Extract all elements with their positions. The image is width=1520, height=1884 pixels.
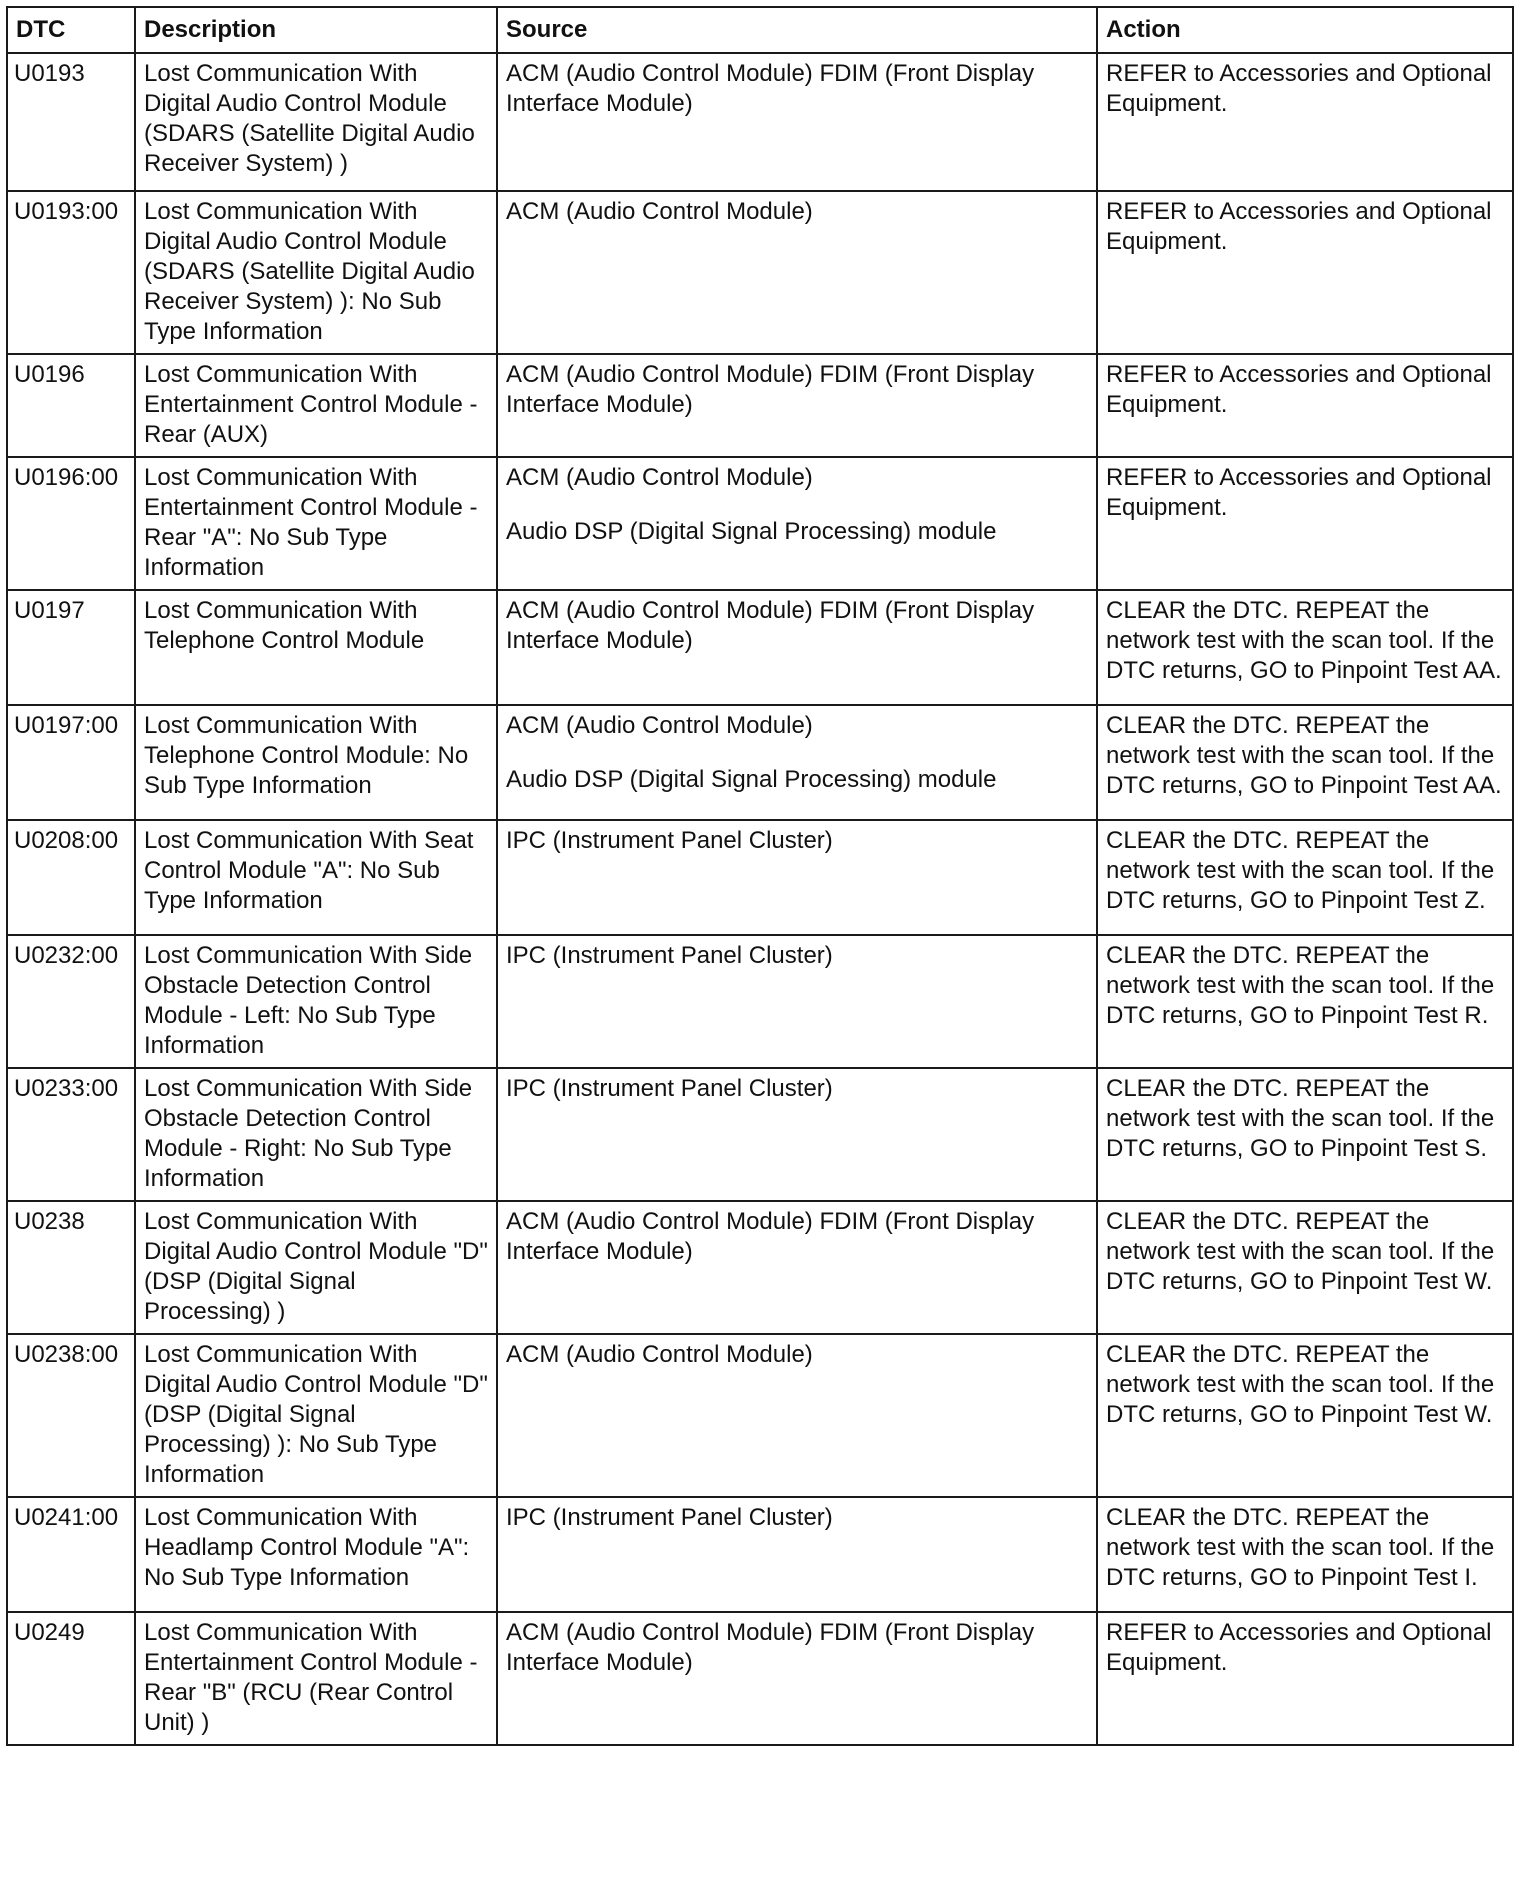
cell-source bbox=[497, 1612, 1097, 1745]
cell-dtc: U0241:00 bbox=[7, 1497, 135, 1612]
cell-dtc: U0193:00 bbox=[7, 191, 135, 354]
source-line: ACM (Audio Control Module) FDIM (Front Display Interface Module) bbox=[506, 1208, 1035, 1265]
cell-dtc: U0249 bbox=[7, 1612, 135, 1745]
source-line: ACM (Audio Control Module) bbox=[506, 712, 813, 739]
cell-action: CLEAR the DTC. REPEAT the network test with the scan tool. If the DTC returns, GO to Pinpoint Test W. bbox=[1097, 1334, 1513, 1497]
header-action: Action bbox=[1097, 7, 1513, 53]
cell-source bbox=[497, 191, 1097, 354]
cell-source bbox=[497, 1334, 1097, 1497]
cell-action: CLEAR the DTC. REPEAT the network test with the scan tool. If the DTC returns, GO to Pinpoint Test AA. bbox=[1097, 590, 1513, 705]
cell-dtc: U0193 bbox=[7, 53, 135, 191]
cell-dtc: U0208:00 bbox=[7, 820, 135, 935]
source-line: Audio DSP (Digital Signal Processing) module bbox=[506, 766, 997, 793]
source-line: ACM (Audio Control Module) FDIM (Front Display Interface Module) bbox=[506, 361, 1035, 418]
cell-description: Lost Communication With Telephone Control Module: No Sub Type Information bbox=[135, 705, 497, 820]
source-line: IPC (Instrument Panel Cluster) bbox=[506, 827, 833, 854]
cell-action: CLEAR the DTC. REPEAT the network test with the scan tool. If the DTC returns, GO to Pinpoint Test S. bbox=[1097, 1068, 1513, 1201]
table-row bbox=[7, 457, 1513, 590]
cell-dtc: U0238:00 bbox=[7, 1334, 135, 1497]
cell-source bbox=[497, 1201, 1097, 1334]
cell-description: Lost Communication With Digital Audio Control Module (SDARS (Satellite Digital Audio Receiver System) ) bbox=[135, 53, 497, 191]
cell-source bbox=[497, 705, 1097, 820]
cell-description: Lost Communication With Telephone Control Module bbox=[135, 590, 497, 705]
cell-description: Lost Communication With Headlamp Control Module "A": No Sub Type Information bbox=[135, 1497, 497, 1612]
cell-action: REFER to Accessories and Optional Equipment. bbox=[1097, 354, 1513, 457]
cell-description: Lost Communication With Digital Audio Control Module "D" (DSP (Digital Signal Processing) ): No Sub Type Information bbox=[135, 1334, 497, 1497]
cell-description: Lost Communication With Side Obstacle Detection Control Module - Left: No Sub Type Information bbox=[135, 935, 497, 1068]
cell-description: Lost Communication With Entertainment Control Module - Rear "B" (RCU (Rear Control Unit) ) bbox=[135, 1612, 497, 1745]
dtc-table bbox=[6, 6, 1514, 1746]
cell-source bbox=[497, 354, 1097, 457]
table-row bbox=[7, 1334, 1513, 1497]
source-line: IPC (Instrument Panel Cluster) bbox=[506, 1504, 833, 1531]
table-body bbox=[7, 53, 1513, 1745]
cell-description: Lost Communication With Seat Control Module "A": No Sub Type Information bbox=[135, 820, 497, 935]
cell-source bbox=[497, 53, 1097, 191]
cell-description: Lost Communication With Digital Audio Control Module (SDARS (Satellite Digital Audio Receiver System) ): No Sub Type Information bbox=[135, 191, 497, 354]
cell-dtc: U0197 bbox=[7, 590, 135, 705]
cell-dtc: U0232:00 bbox=[7, 935, 135, 1068]
cell-source bbox=[497, 935, 1097, 1068]
cell-action: CLEAR the DTC. REPEAT the network test with the scan tool. If the DTC returns, GO to Pinpoint Test I. bbox=[1097, 1497, 1513, 1612]
cell-action: REFER to Accessories and Optional Equipment. bbox=[1097, 457, 1513, 590]
table-row bbox=[7, 935, 1513, 1068]
cell-action: REFER to Accessories and Optional Equipment. bbox=[1097, 191, 1513, 354]
source-line: ACM (Audio Control Module) FDIM (Front Display Interface Module) bbox=[506, 597, 1035, 654]
source-line: IPC (Instrument Panel Cluster) bbox=[506, 1075, 833, 1102]
source-line: IPC (Instrument Panel Cluster) bbox=[506, 942, 833, 969]
table-row bbox=[7, 1201, 1513, 1334]
table-row bbox=[7, 191, 1513, 354]
cell-description: Lost Communication With Entertainment Control Module - Rear (AUX) bbox=[135, 354, 497, 457]
table-row bbox=[7, 354, 1513, 457]
source-line: ACM (Audio Control Module) bbox=[506, 1341, 813, 1368]
header-source: Source bbox=[497, 7, 1097, 53]
cell-dtc: U0196:00 bbox=[7, 457, 135, 590]
source-line: Audio DSP (Digital Signal Processing) module bbox=[506, 518, 997, 545]
cell-source bbox=[497, 590, 1097, 705]
cell-action: CLEAR the DTC. REPEAT the network test with the scan tool. If the DTC returns, GO to Pinpoint Test R. bbox=[1097, 935, 1513, 1068]
cell-dtc: U0197:00 bbox=[7, 705, 135, 820]
table-row bbox=[7, 1068, 1513, 1201]
cell-description: Lost Communication With Digital Audio Control Module "D" (DSP (Digital Signal Processing) ) bbox=[135, 1201, 497, 1334]
cell-action: CLEAR the DTC. REPEAT the network test with the scan tool. If the DTC returns, GO to Pinpoint Test Z. bbox=[1097, 820, 1513, 935]
cell-description: Lost Communication With Side Obstacle Detection Control Module - Right: No Sub Type Information bbox=[135, 1068, 497, 1201]
cell-description: Lost Communication With Entertainment Control Module - Rear "A": No Sub Type Information bbox=[135, 457, 497, 590]
table-row bbox=[7, 1497, 1513, 1612]
header-description: Description bbox=[135, 7, 497, 53]
cell-dtc: U0233:00 bbox=[7, 1068, 135, 1201]
header-row bbox=[7, 7, 1513, 53]
header-dtc: DTC bbox=[7, 7, 135, 53]
cell-source bbox=[497, 457, 1097, 590]
table-row bbox=[7, 1612, 1513, 1745]
table-row bbox=[7, 590, 1513, 705]
table-row bbox=[7, 705, 1513, 820]
table-row bbox=[7, 53, 1513, 191]
source-line: ACM (Audio Control Module) bbox=[506, 464, 813, 491]
source-line: ACM (Audio Control Module) bbox=[506, 198, 813, 225]
cell-action: REFER to Accessories and Optional Equipment. bbox=[1097, 1612, 1513, 1745]
cell-dtc: U0196 bbox=[7, 354, 135, 457]
cell-dtc: U0238 bbox=[7, 1201, 135, 1334]
cell-action: REFER to Accessories and Optional Equipment. bbox=[1097, 53, 1513, 191]
cell-action: CLEAR the DTC. REPEAT the network test with the scan tool. If the DTC returns, GO to Pinpoint Test AA. bbox=[1097, 705, 1513, 820]
cell-source bbox=[497, 1497, 1097, 1612]
source-line: ACM (Audio Control Module) FDIM (Front Display Interface Module) bbox=[506, 1619, 1035, 1676]
table-row bbox=[7, 820, 1513, 935]
cell-source bbox=[497, 820, 1097, 935]
cell-source bbox=[497, 1068, 1097, 1201]
source-line: ACM (Audio Control Module) FDIM (Front Display Interface Module) bbox=[506, 60, 1035, 117]
cell-action: CLEAR the DTC. REPEAT the network test with the scan tool. If the DTC returns, GO to Pinpoint Test W. bbox=[1097, 1201, 1513, 1334]
